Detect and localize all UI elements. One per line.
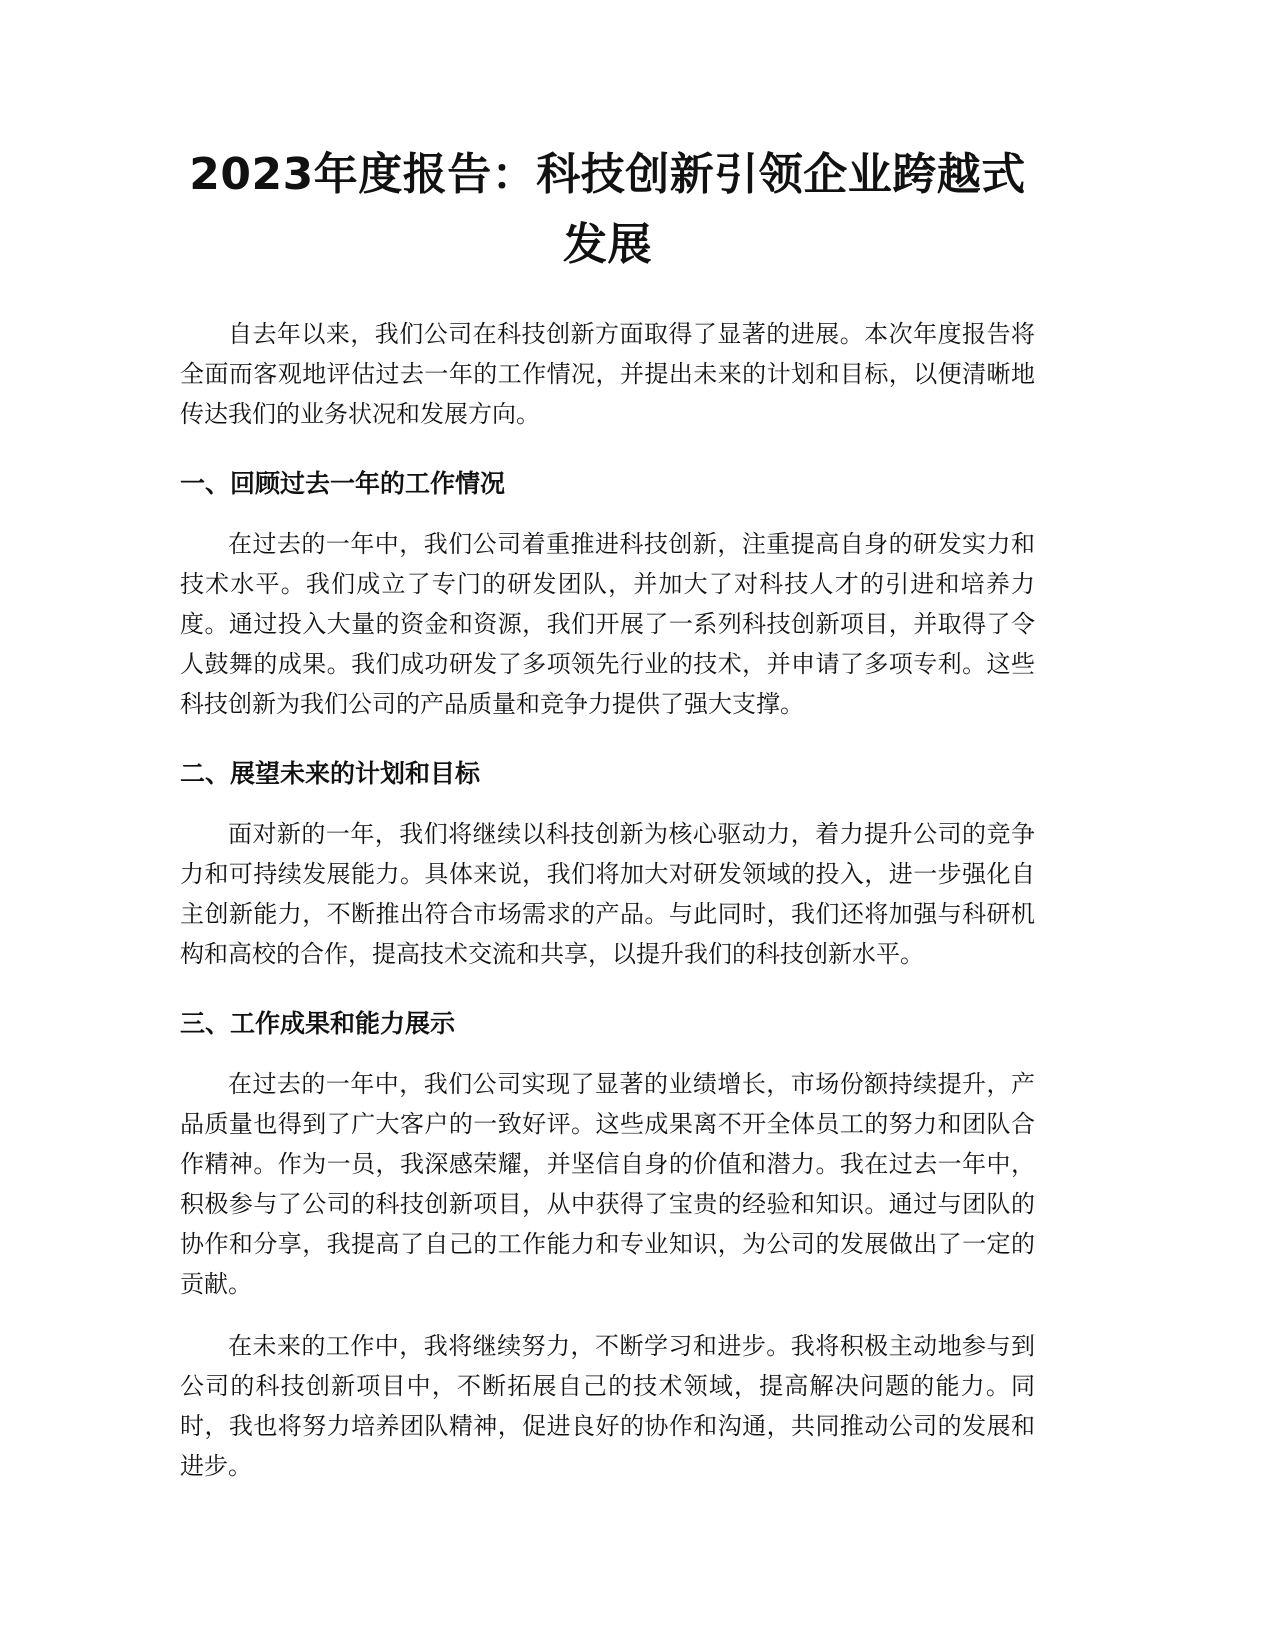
section-paragraph: 在过去的一年中，我们公司实现了显著的业绩增长，市场份额持续提升，产品质量也得到了广大客户的一致好评。这些成果离不开全体员工的努力和团队合作精神。作为一员，我深感荣耀，并坚信自身的价值和潜力。我在过去一年中，积极参与了公司的科技创新项目，从中获得了宝贵的经验和知识。通过与团队的协作和分享，我提高了自己的工作能力和专业知识，为公司的发展做出了一定的贡献。 <box>180 1070 1035 1298</box>
section-heading: 一、回顾过去一年的工作情况 <box>180 469 506 498</box>
section-outlook <box>180 754 1035 974</box>
section-heading: 二、展望未来的计划和目标 <box>180 759 481 788</box>
section-heading: 三、工作成果和能力展示 <box>180 1009 456 1038</box>
section-paragraph: 面对新的一年，我们将继续以科技创新为核心驱动力，着力提升公司的竞争力和可持续发展能力。具体来说，我们将加大对研发领域的投入，进一步强化自主创新能力，不断推出符合市场需求的产品。与此同时，我们还将加强与科研机构和高校的合作，提高技术交流和共享，以提升我们的科技创新水平。 <box>180 820 1035 968</box>
document-page <box>180 140 1035 1508</box>
section-paragraph: 在未来的工作中，我将继续努力，不断学习和进步。我将积极主动地参与到公司的科技创新项目中，不断拓展自己的技术领域，提高解决问题的能力。同时，我也将努力培养团队精神，促进良好的协作和沟通，共同推动公司的发展和进步。 <box>180 1332 1035 1480</box>
section-review <box>180 464 1035 724</box>
intro-paragraph: 自去年以来，我们公司在科技创新方面取得了显著的进展。本次年度报告将全面而客观地评估过去一年的工作情况，并提出未来的计划和目标，以便清晰地传达我们的业务状况和发展方向。 <box>180 320 1035 428</box>
document-title: 2023年度报告：科技创新引领企业跨越式发展 <box>189 149 1026 270</box>
section-achievements <box>180 1004 1035 1486</box>
section-paragraph: 在过去的一年中，我们公司着重推进科技创新，注重提高自身的研发实力和技术水平。我们成立了专门的研发团队，并加大了对科技人才的引进和培养力度。通过投入大量的资金和资源，我们开展了一系列科技创新项目，并取得了令人鼓舞的成果。我们成功研发了多项领先行业的技术，并申请了多项专利。这些科技创新为我们公司的产品质量和竞争力提供了强大支撑。 <box>180 530 1035 718</box>
